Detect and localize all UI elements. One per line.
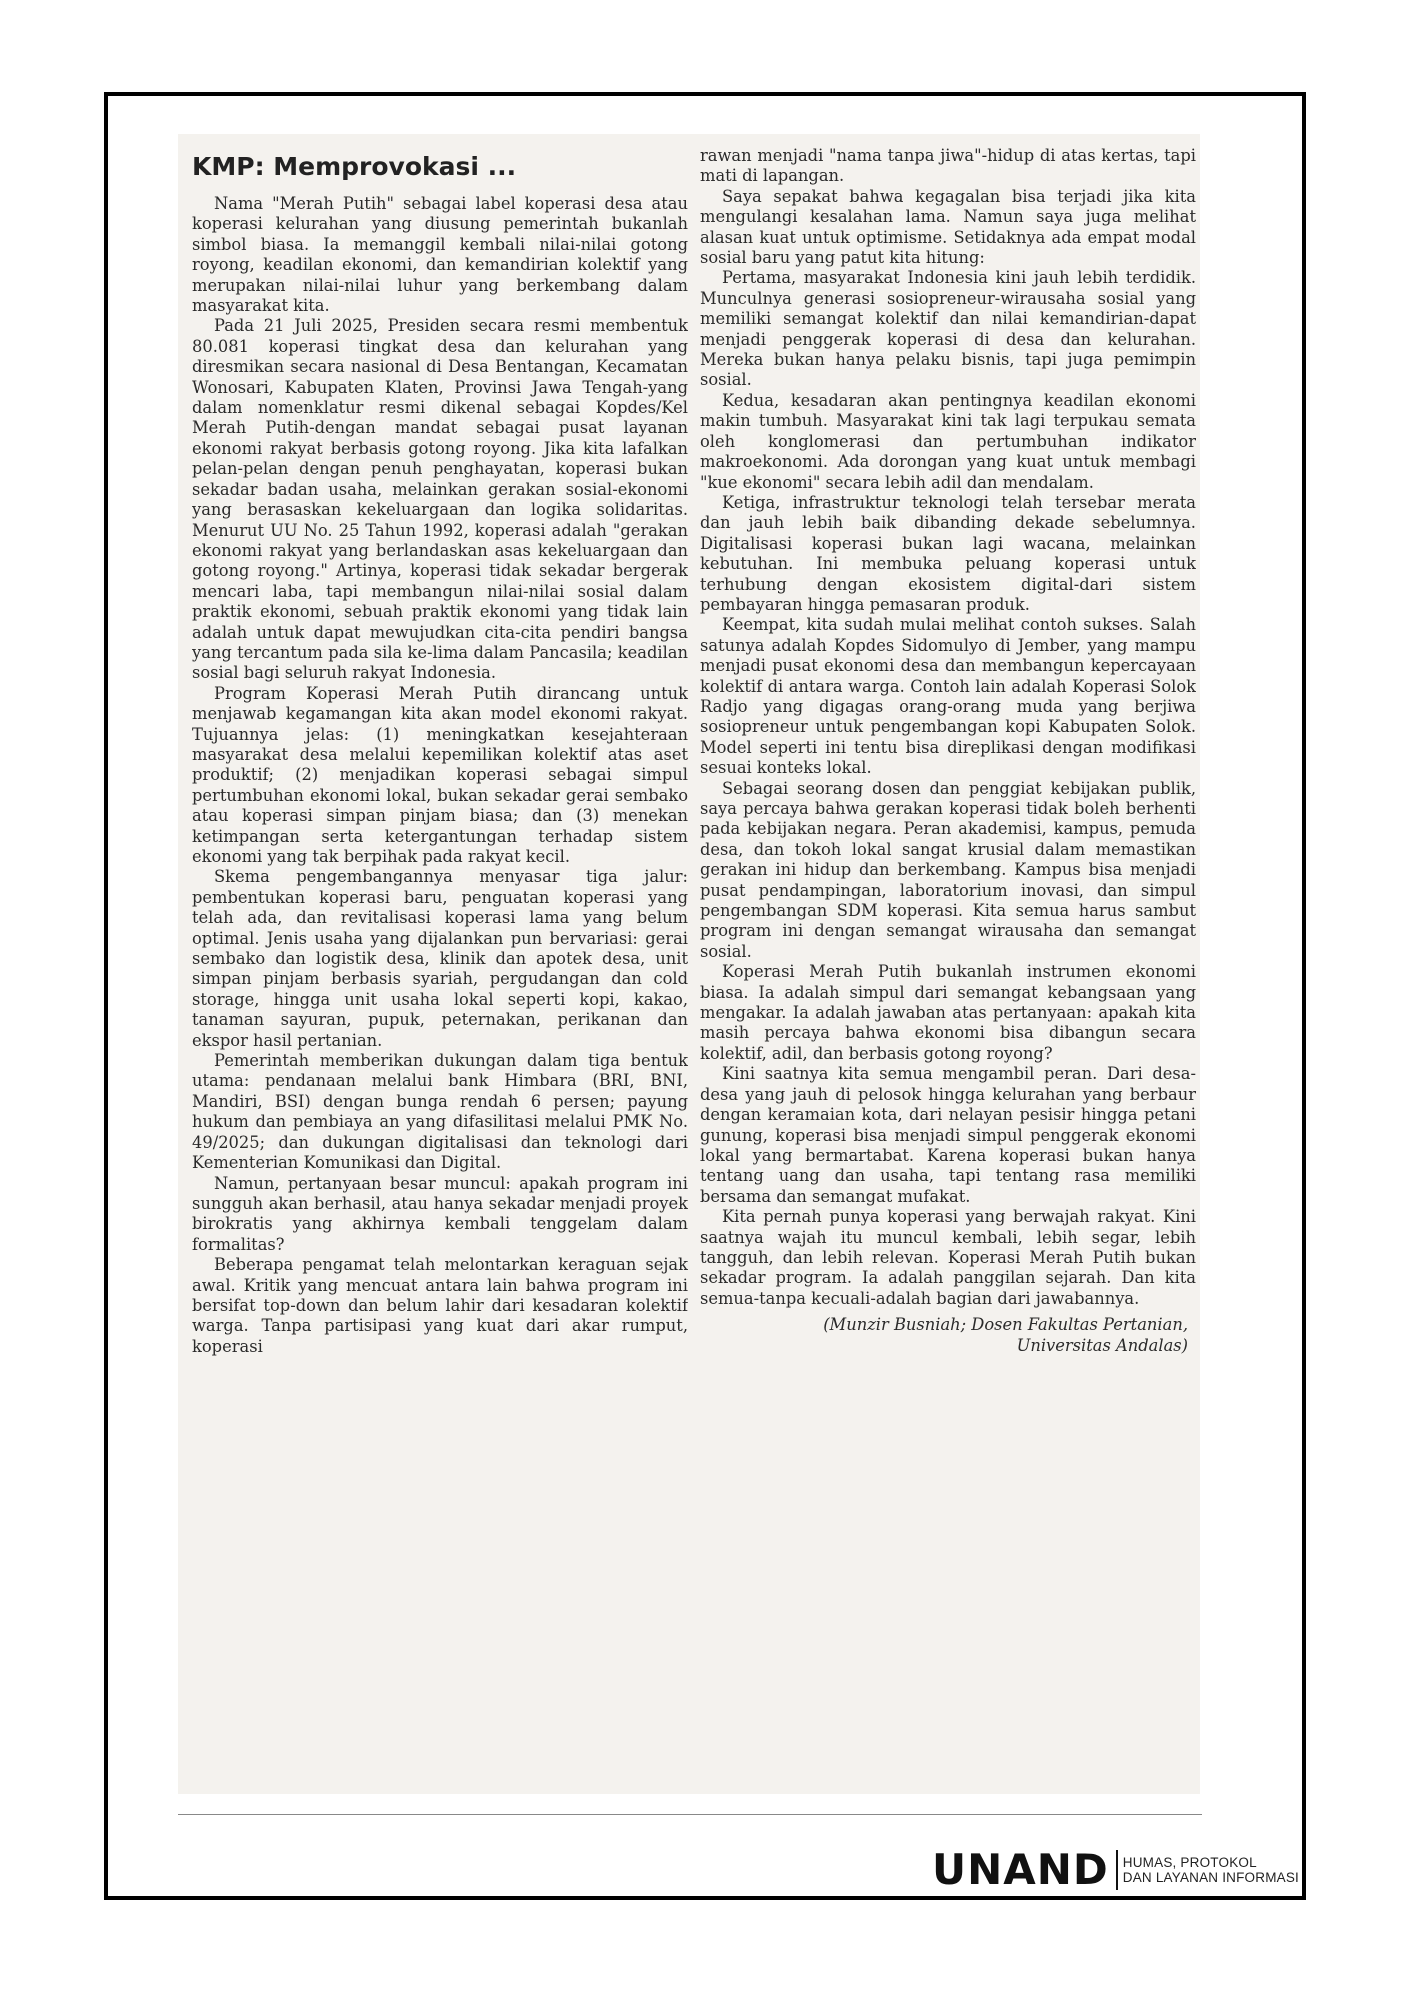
article-paragraph: Skema pengembangannya menyasar tiga jalur: pembentukan koperasi baru, penguatan koperasi yang telah ada, dan revitalisasi koperasi lama yang belum optimal. Jenis usaha yang dijalankan pun bervariasi: gerai sembako dan logistik desa, klinik dan apotek desa, unit simpan pinjam berbasis syariah, pergudangan dan cold storage, hingga unit usaha lokal seperti kopi, kakao, tanaman sayuran, pupuk, peternakan, perikanan dan ekspor hasil pertanian.: [192, 867, 688, 1050]
article-column-right: [700, 146, 1196, 1806]
article-paragraph: Kini saatnya kita semua mengambil peran. Dari desa-desa yang jauh di pelosok hingga kelurahan yang berbaur dengan keramaian kota, dari nelayan pesisir hingga petani gunung, koperasi bisa menjadi simpul penggerak ekonomi lokal yang bermartabat. Karena koperasi bukan hanya tentang uang dan usaha, tapi tentang rasa memiliki bersama dan semangat mufakat.: [700, 1064, 1196, 1206]
article-paragraph: Namun, pertanyaan besar muncul: apakah program ini sungguh akan berhasil, atau hanya sekadar menjadi proyek birokratis yang akhirnya kembali tenggelam dalam formalitas?: [192, 1173, 688, 1254]
article-headline: KMP: Memprovokasi ...: [192, 152, 517, 181]
article-paragraph: Pertama, masyarakat Indonesia kini jauh lebih terdidik. Munculnya generasi sosiopreneur-wirausaha sosial yang memiliki semangat kolektif dan nilai kemandirian-dapat menjadi penggerak koperasi di desa dan kelurahan. Mereka bukan hanya pelaku bisnis, tapi juga pemimpin sosial.: [700, 268, 1196, 390]
article-paragraph: Keempat, kita sudah mulai melihat contoh sukses. Salah satunya adalah Kopdes Sidomulyo di Jember, yang mampu menjadi pusat ekonomi desa dan membangun kepercayaan kolektif di antara warga. Contoh lain adalah Koperasi Solok Radjo yang digagas orang-orang muda yang berjiwa sosiopreneur untuk pengembangan kopi Kabupaten Solok. Model seperti ini tentu bisa direplikasi dengan modifikasi sesuai konteks lokal.: [700, 615, 1196, 778]
article-column-left: [192, 134, 688, 1794]
author-byline: (Munzir Busniah; Dosen Fakultas Pertanian,: [823, 1315, 1188, 1335]
logo-separator: [1116, 1850, 1118, 1890]
article-paragraph: Sebagai seorang dosen dan penggiat kebijakan publik, saya percaya bahwa gerakan koperasi tidak boleh berhenti pada kebijakan negara. Peran akademisi, kampus, pemuda desa, dan tokoh lokal sangat krusial dalam memastikan gerakan ini hidup dan berkembang. Kampus bisa menjadi pusat pendampingan, laboratorium inovasi, dan simpul pengembangan SDM koperasi. Kita semua harus sambut program ini dengan semangat wirausaha dan semangat sosial.: [700, 778, 1196, 961]
article-paragraph: Program Koperasi Merah Putih dirancang untuk menjawab kegamangan kita akan model ekonomi rakyat. Tujuannya jelas: (1) meningkatkan kesejahteraan masyarakat desa melalui kepemilikan kolektif atas aset produktif; (2) menjadikan koperasi sebagai simpul pertumbuhan ekonomi lokal, bukan sekadar gerai sembako atau koperasi simpan pinjam biasa; dan (3) menekan ketimpangan serta ketergantungan terhadap sistem ekonomi yang tak berpihak pada rakyat kecil.: [192, 683, 688, 866]
logo-subtitle-line1: HUMAS, PROTOKOL: [1122, 1855, 1257, 1870]
article-paragraph: Kedua, kesadaran akan pentingnya keadilan ekonomi makin tumbuh. Masyarakat kini tak lagi terpukau semata oleh konglomerasi dan pertumbuhan indikator makroekonomi. Ada dorongan yang kuat untuk membagi "kue ekonomi" secara lebih adil dan mendalam.: [700, 390, 1196, 492]
logo-subtitle-line2: DAN LAYANAN INFORMASI: [1122, 1870, 1300, 1885]
newspaper-clipping: [178, 134, 1200, 1794]
article-paragraph: Koperasi Merah Putih bukanlah instrumen ekonomi biasa. Ia adalah simpul dari semangat kebangsaan yang mengakar. Ia adalah jawaban atas pertanyaan: apakah kita masih percaya bahwa ekonomi bisa dibangun secara kolektif, adil, dan berbasis gotong royong?: [700, 962, 1196, 1063]
article-paragraph: Pada 21 Juli 2025, Presiden secara resmi membentuk 80.081 koperasi tingkat desa dan kelurahan yang diresmikan secara nasional di Desa Bentangan, Kecamatan Wonosari, Kabupaten Klaten, Provinsi Jawa Tengah-yang dalam nomenklatur resmi dikenal sebagai Kopdes/Kel Merah Putih-dengan mandat sebagai pusat layanan ekonomi rakyat berbasis gotong royong. Jika kita lafalkan pelan-pelan dengan penuh penghayatan, koperasi bukan sekadar badan usaha, melainkan gerakan sosial-ekonomi yang berasaskan kekeluargaan dan logika solidaritas. Menurut UU No. 25 Tahun 1992, koperasi adalah "gerakan ekonomi rakyat yang berlandaskan asas kekeluargaan dan gotong royong." Artinya, koperasi tidak sekadar bergerak mencari laba, tapi membangun nilai-nilai sosial dalam praktik ekonomi, sebuah praktik ekonomi yang tidak lain adalah untuk dapat mewujudkan cita-cita pendiri bangsa yang tercantum pada sila ke-lima dalam Pancasila; keadilan sosial bagi seluruh rakyat Indonesia.: [192, 316, 688, 683]
logo-subtitle: [1123, 1855, 1299, 1885]
article-paragraph: Pemerintah memberikan dukungan dalam tiga bentuk utama: pendanaan melalui bank Himbara (BRI, BNI, Mandiri, BSI) dengan bunga rendah 6 persen; payung hukum dan pembiaya an yang difasilitasi melalui PMK No. 49/2025; dan dukungan digitalisasi dan teknologi dari Kementerian Komunikasi dan Digital.: [192, 1051, 688, 1173]
unand-logo: [932, 1846, 1299, 1894]
article-paragraph-continued: rawan menjadi "nama tanpa jiwa"-hidup di atas kertas, tapi mati di lapangan.: [700, 146, 1196, 186]
article-paragraph: Kita pernah punya koperasi yang berwajah rakyat. Kini saatnya wajah itu muncul kembali, lebih segar, lebih tangguh, dan lebih relevan. Koperasi Merah Putih bukan sekadar program. Ia adalah panggilan sejarah. Dan kita semua-tanpa kecuali-adalah bagian dari jawabannya.: [700, 1207, 1196, 1308]
author-affiliation: Universitas Andalas): [1016, 1335, 1188, 1355]
footer-divider: [178, 1814, 1202, 1815]
article-paragraph: Nama "Merah Putih" sebagai label koperasi desa atau koperasi kelurahan yang diusung pemerintah bukanlah simbol biasa. Ia memanggil kembali nilai-nilai gotong royong, keadilan ekonomi, dan kemandirian kolektif yang merupakan nilai-nilai luhur yang berkembang dalam masyarakat kita.: [192, 194, 688, 316]
article-paragraph: Ketiga, infrastruktur teknologi telah tersebar merata dan jauh lebih baik dibanding dekade sebelumnya. Digitalisasi koperasi bukan lagi wacana, melainkan kebutuhan. Ini membuka peluang koperasi untuk terhubung dengan ekosistem digital-dari sistem pembayaran hingga pemasaran produk.: [700, 492, 1196, 614]
article-paragraph: Beberapa pengamat telah melontarkan keraguan sejak awal. Kritik yang mencuat antara lain bahwa program ini bersifat top-down dan belum lahir dari kesadaran kolektif warga. Tanpa partisipasi yang kuat dari akar rumput, koperasi: [192, 1255, 688, 1356]
article-paragraph: Saya sepakat bahwa kegagalan bisa terjadi jika kita mengulangi kesalahan lama. Namun saya juga melihat alasan kuat untuk optimisme. Setidaknya ada empat modal sosial baru yang patut kita hitung:: [700, 186, 1196, 268]
logo-wordmark: UNAND: [932, 1845, 1109, 1894]
